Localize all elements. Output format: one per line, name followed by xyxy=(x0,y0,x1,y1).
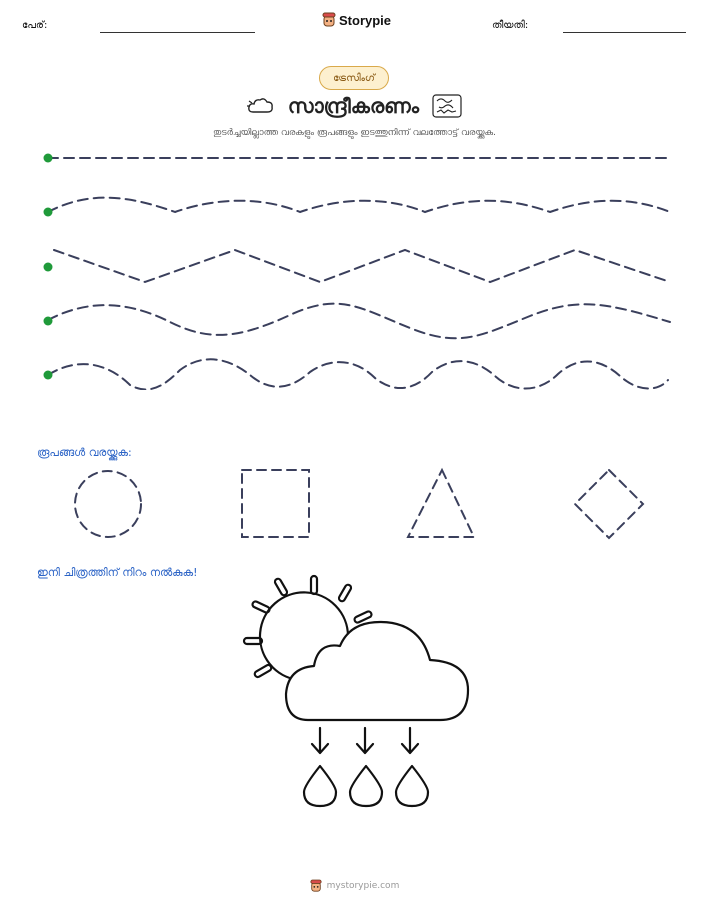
name-label: പേര്: xyxy=(22,20,48,31)
footer-url[interactable]: mystorypie.com xyxy=(326,881,400,891)
trace-triangle xyxy=(408,470,474,537)
trace-circle xyxy=(75,471,141,537)
trace-square xyxy=(242,470,309,537)
brand-logo xyxy=(322,12,391,28)
tracing-line-bumps xyxy=(48,359,668,389)
page-title: സാന്ദ്രീകരണം xyxy=(287,94,420,118)
start-dot xyxy=(44,317,53,326)
footer xyxy=(0,879,709,893)
date-field[interactable] xyxy=(563,32,686,33)
title-row xyxy=(0,92,709,120)
tracing-line-wave xyxy=(48,198,670,212)
start-dot xyxy=(44,154,53,163)
tracing-lines[interactable] xyxy=(0,140,709,390)
date-label: തീയതി: xyxy=(492,20,529,31)
sun-cloud-rain-icon[interactable] xyxy=(230,570,480,815)
tracing-line-wave-2 xyxy=(48,304,670,339)
cloud-doodle-icon xyxy=(246,94,276,118)
storypie-mascot-icon xyxy=(310,879,322,893)
start-dot xyxy=(44,208,53,217)
coloring-heading: ഇനി ചിത്രത്തിന് നിറം നൽകുക! xyxy=(37,566,198,579)
instructions: തുടർച്ചയില്ലാത്ത വരകളും രൂപങ്ങളും ഇടത്തുനിന്ന് വലത്തോട്ട് വരയ്ക്കുക. xyxy=(213,128,496,138)
start-dot xyxy=(44,371,53,380)
brand-name: Storypie xyxy=(339,12,392,28)
name-field[interactable] xyxy=(100,32,255,33)
tracing-line-zigzag xyxy=(54,250,670,282)
shapes-heading: രൂപങ്ങൾ വരയ്ക്കുക: xyxy=(37,446,132,459)
shapes-row[interactable] xyxy=(0,462,709,546)
start-dot xyxy=(44,263,53,272)
trace-diamond xyxy=(575,470,643,538)
weather-scribble-icon xyxy=(431,93,463,119)
storypie-mascot-icon xyxy=(322,12,336,28)
tracing-badge: ട്രേസിംഗ് xyxy=(319,66,389,90)
